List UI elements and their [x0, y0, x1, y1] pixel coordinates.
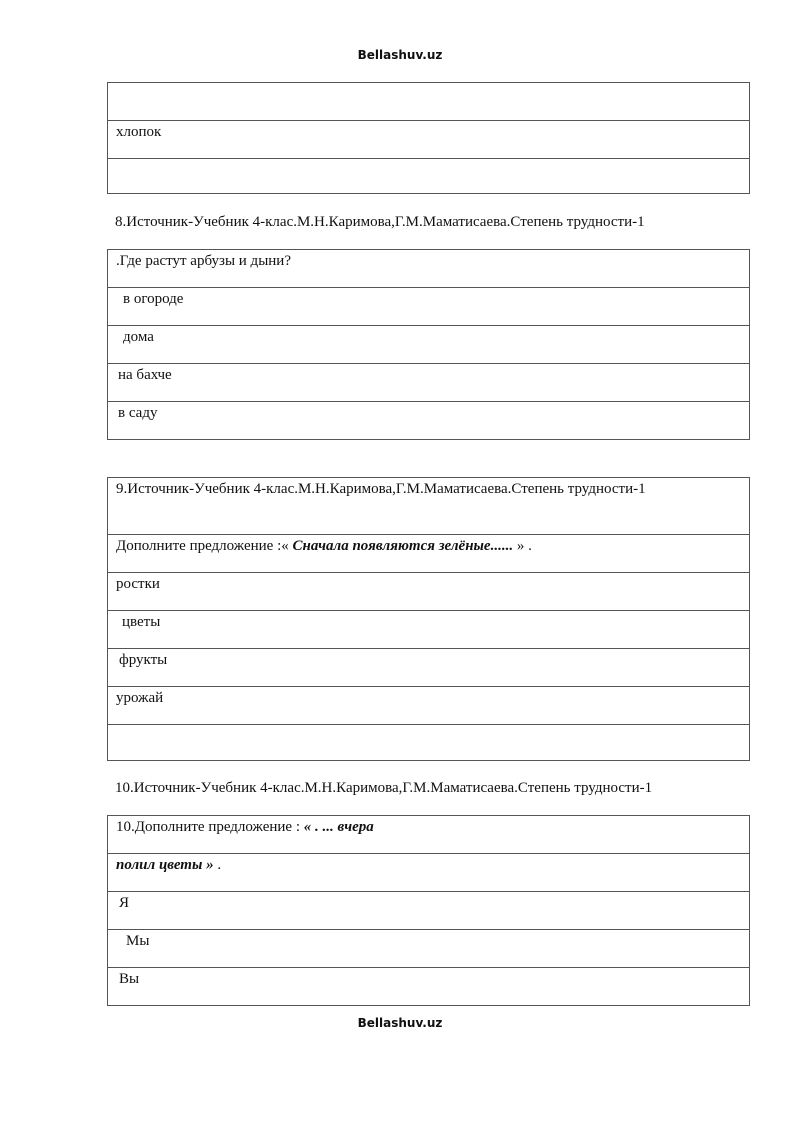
answer-option: на бахче	[108, 364, 749, 402]
question-10-heading: 10.Источник-Учебник 4-клас.М.Н.Каримова,Г.М.Маматисаева.Степень трудности-1	[115, 780, 653, 796]
question-text	[108, 816, 749, 854]
answer-option: в огороде	[108, 288, 749, 326]
prompt-emphasis: полил цветы »	[116, 857, 214, 873]
answer-option: ростки	[108, 573, 749, 611]
prompt-prefix: Дополните предложение :«	[116, 538, 293, 554]
question-8-heading: 8.Источник-Учебник 4-клас.М.Н.Каримова,Г.М.Маматисаева.Степень трудности-1	[115, 214, 645, 230]
answer-option: Мы	[108, 930, 749, 968]
answer-option: Я	[108, 892, 749, 930]
table-row	[108, 83, 749, 121]
answer-option: Вы	[108, 968, 749, 1006]
prompt-emphasis: « . ... вчера	[303, 819, 374, 835]
answer-option: дома	[108, 326, 749, 364]
question-text	[108, 535, 749, 573]
table-row	[108, 159, 749, 194]
prompt-prefix: 10.Дополните предложение :	[116, 819, 304, 835]
answer-table-7	[107, 82, 750, 194]
answer-option: в саду	[108, 402, 749, 440]
question-8-table	[107, 249, 750, 440]
question-10-table	[107, 815, 750, 1006]
answer-option: цветы	[108, 611, 749, 649]
answer-option: фрукты	[108, 649, 749, 687]
site-footer: Bellashuv.uz	[357, 1016, 443, 1030]
site-header: Bellashuv.uz	[357, 48, 443, 62]
question-text: .Где растут арбузы и дыни?	[108, 250, 749, 288]
prompt-suffix: » .	[513, 538, 532, 554]
table-row: хлопок	[108, 121, 749, 159]
question-text-continued	[108, 854, 749, 892]
answer-option: урожай	[108, 687, 749, 725]
prompt-emphasis: Сначала появляются зелёные......	[292, 538, 514, 554]
question-9-table	[107, 477, 750, 761]
prompt-suffix: .	[213, 857, 222, 873]
table-row	[108, 725, 749, 761]
question-9-heading: 9.Источник-Учебник 4-клас.М.Н.Каримова,Г.М.Маматисаева.Степень трудности-1	[108, 478, 749, 535]
